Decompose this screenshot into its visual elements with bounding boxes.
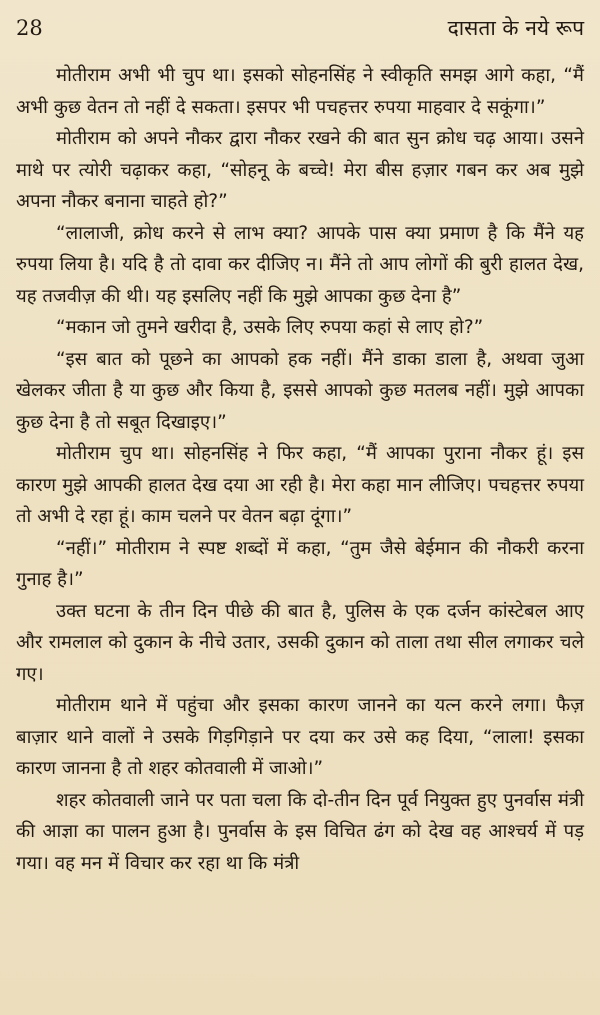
page-header [16, 10, 584, 46]
body-text [16, 60, 584, 879]
paragraph: मोतीराम चुप था। सोहनसिंह ने फिर कहा, “मैं आपका पुराना नौकर हूं। इस कारण मुझे आपकी हालत देख दया आ रही है। मेरा कहा मान लीजिए। पचहत्तर रुपया तो अभी दे रहा हूं। काम चलने पर वेतन बढ़ा दूंगा।” [16, 443, 584, 527]
paragraph: मोतीराम को अपने नौकर द्वारा नौकर रखने की बात सुन क्रोध चढ़ आया। उसने माथे पर त्योरी चढ़ाकर कहा, “सोहनू के बच्चे! मेरा बीस हज़ार गबन कर अब मुझे अपना नौकर बनाना चाहते हो?” [16, 128, 584, 212]
paragraph: मोतीराम थाने में पहुंचा और इसका कारण जानने का यत्न करने लगा। फैज़ बाज़ार थाने वालों ने उसके गिड़गिड़ाने पर दया कर उसे कह दिया, “लाला! इसका कारण जानना है तो शहर कोतवाली में जाओ।” [16, 695, 584, 779]
paragraph: “मकान जो तुमने खरीदा है, उसके लिए रुपया कहां से लाए हो?” [56, 317, 484, 338]
paragraph: “लालाजी, क्रोध करने से लाभ क्या? आपके पास क्या प्रमाण है कि मैंने यह रुपया लिया है। यदि है तो दावा कर दीजिए न। मैंने तो आप लोगों की बुरी हालत देख, यह तजवीज़ की थी। यह इसलिए नहीं कि मुझे आपका कुछ देना है” [16, 222, 584, 307]
paragraph: “इस बात को पूछने का आपको हक नहीं। मैंने डाका डाला है, अथवा जुआ खेलकर जीता है या कुछ और किया है, इससे आपको कुछ मतलब नहीं। मुझे आपका कुछ देना है तो सबूत दिखाइए।” [16, 348, 584, 433]
paragraph: “नहीं।” मोतीराम ने स्पष्ट शब्दों में कहा, “तुम जैसे बेईमान की नौकरी करना गुनाह है।” [16, 537, 584, 590]
paragraph: शहर कोतवाली जाने पर पता चला कि दो-तीन दिन पूर्व नियुक्त हुए पुनर्वास मंत्री की आज्ञा का पालन हुआ है। पुनर्वास के इस विचित ढंग को देख वह आश्चर्य में पड़ गया। वह मन में विचार कर रहा था कि मंत्री [16, 789, 584, 874]
page-number: 28 [16, 16, 43, 40]
paragraph: उक्त घटना के तीन दिन पीछे की बात है, पुलिस के एक दर्जन कांस्टेबल आए और रामलाल को दुकान के नीचे उतार, उसकी दुकान को ताला तथा सील लगाकर चले गए। [16, 600, 584, 685]
paragraph: मोतीराम अभी भी चुप था। इसको सोहनसिंह ने स्वीकृति समझ आगे कहा, “मैं अभी कुछ वेतन तो नहीं दे सकता। इसपर भी पचहत्तर रुपया माहवार दे सकूंगा।” [16, 65, 584, 118]
running-title: दासता के नये रूप [447, 16, 584, 40]
